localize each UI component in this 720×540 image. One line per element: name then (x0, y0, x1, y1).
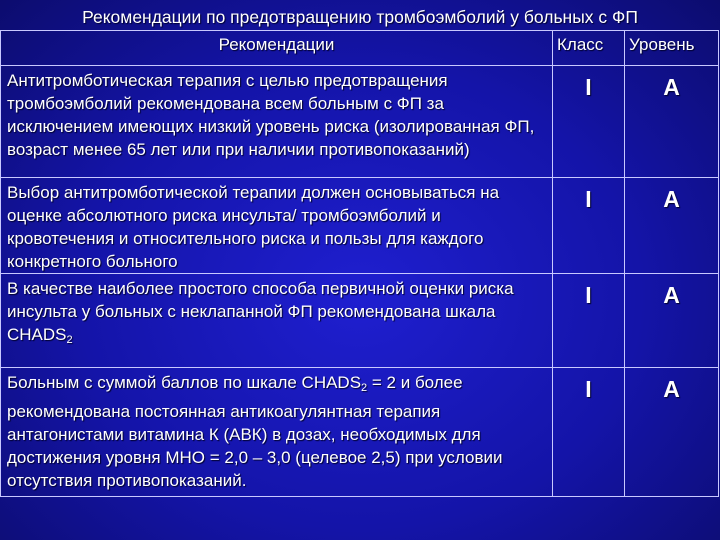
recommendation-text: Выбор антитромботической терапии должен основываться на оценке абсолютного риска инсульта/ тромбоэмболий и кровотечения и относительного риска и пользы для каждого конкретного больного (1, 178, 553, 274)
table-row (1, 66, 719, 178)
level-value: A (625, 66, 719, 178)
slide-title: Рекомендации по предотвращению тромбоэмболий у больных с ФП (82, 7, 638, 27)
recommendation-text-part: В качестве наиболее простого способа первичной оценки риска инсульта у больных с неклапанной ФП рекомендована шкала CHADS (7, 279, 514, 344)
class-value: I (553, 368, 625, 497)
recommendation-text-part: Больным с суммой баллов по шкале CHADS (7, 373, 362, 392)
header-recommendations: Рекомендации (1, 31, 553, 66)
level-value: A (625, 178, 719, 274)
table-header-row (1, 31, 719, 66)
class-value: I (553, 66, 625, 178)
recommendations-table (0, 30, 719, 497)
recommendation-text (1, 274, 553, 368)
header-level: Уровень (625, 31, 719, 66)
level-value: A (625, 368, 719, 497)
chads-subscript: 2 (361, 382, 368, 394)
level-value: A (625, 274, 719, 368)
table-row (1, 368, 719, 497)
recommendation-text-part: = 2 и более рекомендована постоянная антикоагулянтная терапия антагонистами витамина К (АВК) в дозах, необходимых для достижения уровня МНО = 2,0 – 3,0 (целевое 2,5) при условии отсутствия противопоказаний. (7, 373, 503, 490)
class-value: I (553, 274, 625, 368)
class-value: I (553, 178, 625, 274)
recommendation-text (1, 368, 553, 497)
recommendation-text: Антитромботическая терапия с целью предотвращения тромбоэмболий рекомендована всем больным с ФП за исключением имеющих низкий уровень риска (изолированная ФП, возраст менее 65 лет или при наличии противопоказаний) (1, 66, 553, 178)
table-row (1, 274, 719, 368)
chads-subscript: 2 (66, 334, 73, 346)
table-row (1, 178, 719, 274)
header-class: Класс (553, 31, 625, 66)
